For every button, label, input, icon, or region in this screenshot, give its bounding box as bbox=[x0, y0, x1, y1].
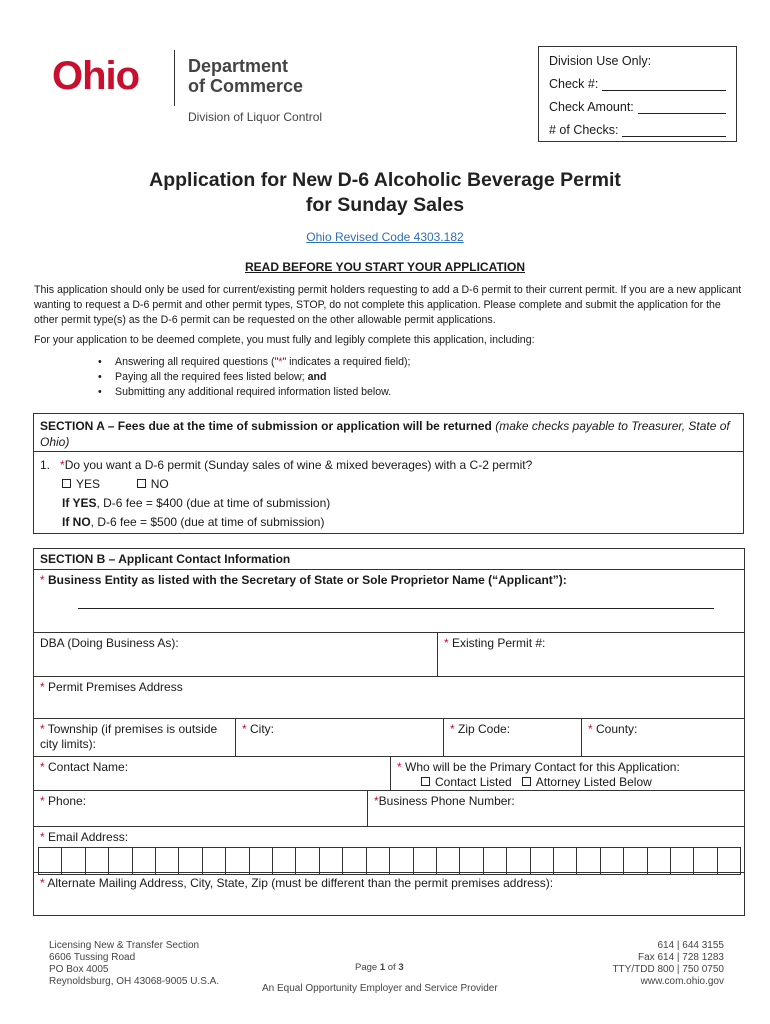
intro-complete: For your application to be deemed complete, you must fully and legibly complete this application, including: bbox=[34, 334, 535, 346]
orc-link[interactable]: Ohio Revised Code 4303.182 bbox=[306, 230, 464, 244]
logo-division: Division of Liquor Control bbox=[188, 110, 323, 124]
phone-field[interactable]: * Phone: bbox=[34, 791, 368, 827]
section-a-body bbox=[34, 452, 743, 536]
website-link[interactable]: www.com.ohio.gov bbox=[640, 976, 724, 987]
yes-no-options: YES NO bbox=[40, 475, 737, 494]
section-a-heading: SECTION A – Fees due at the time of submission or application will be returned (make checks payable to Treasurer, State of Ohio) bbox=[34, 414, 743, 452]
business-entity-field[interactable]: * Business Entity as listed with the Secretary of State or Sole Proprietor Name (“Applicant”): bbox=[34, 570, 744, 633]
county-field[interactable]: * County: bbox=[582, 719, 744, 757]
attorney-listed-checkbox[interactable] bbox=[522, 777, 531, 786]
num-checks-field[interactable] bbox=[622, 123, 726, 137]
section-b-heading: SECTION B – Applicant Contact Information bbox=[34, 549, 744, 570]
section-b bbox=[33, 548, 745, 916]
logo-dept-line1: Department bbox=[188, 56, 289, 76]
business-entity-line bbox=[78, 608, 714, 609]
division-use-box bbox=[538, 46, 737, 142]
read-before-heading: READ BEFORE YOU START YOUR APPLICATION bbox=[244, 260, 526, 274]
num-checks-row: # of Checks: bbox=[549, 114, 726, 137]
contact-listed-checkbox[interactable] bbox=[421, 777, 430, 786]
primary-contact-field: * Who will be the Primary Contact for this Application: Contact Listed Attorney Listed Below bbox=[391, 757, 744, 791]
if-yes-fee: If YES, D-6 fee = $400 (due at time of submission) bbox=[62, 496, 331, 510]
if-no-fee: If NO, D-6 fee = $500 (due at time of submission) bbox=[62, 515, 325, 529]
check-amount-field[interactable] bbox=[638, 100, 726, 114]
logo-divider bbox=[174, 50, 175, 106]
requirements-list bbox=[115, 355, 410, 400]
no-checkbox[interactable] bbox=[137, 479, 146, 488]
page-title: Application for New D-6 Alcoholic Beverage Permit for Sunday Sales bbox=[149, 169, 621, 216]
intro-paragraph: This application should only be used for current/existing permit holders requesting to add a D-6 permit to their current permit. If you are a new applicant wanting to request a D-6 permit and other permit types, STOP, do not complete this application. Please complete and submit the application for the other permit type(s) as the D-6 permit can be requested on the other allowable permit applications. bbox=[34, 284, 742, 326]
check-number-field[interactable] bbox=[602, 77, 726, 91]
zip-code-field[interactable]: * Zip Code: bbox=[444, 719, 582, 757]
email-field[interactable]: * Email Address: bbox=[34, 827, 744, 873]
ohio-commerce-logo bbox=[52, 48, 352, 128]
contact-name-field[interactable]: * Contact Name: bbox=[34, 757, 391, 791]
alternate-address-field[interactable]: * Alternate Mailing Address, City, State, Zip (must be different than the permit premises address): bbox=[40, 876, 554, 890]
logo-dept-line2: of Commerce bbox=[188, 76, 304, 96]
list-item: • Submitting any additional required information listed below. bbox=[115, 385, 410, 400]
logo-department bbox=[188, 56, 303, 96]
equal-opportunity: An Equal Opportunity Employer and Service Provider bbox=[262, 983, 498, 994]
existing-permit-field[interactable]: * Existing Permit #: bbox=[438, 633, 744, 677]
logo-ohio-wordmark: Ohio bbox=[52, 54, 140, 98]
list-item: • Paying all the required fees listed below; and bbox=[115, 370, 410, 385]
check-number-row: Check #: bbox=[549, 68, 726, 91]
footer-contact: 614 | 644 3155 Fax 614 | 728 1283 TTY/TDD 800 | 750 0750 www.com.ohio.gov bbox=[612, 940, 724, 987]
township-field[interactable]: * Township (if premises is outside city limits): bbox=[34, 719, 236, 757]
city-field[interactable]: * City: bbox=[236, 719, 444, 757]
dba-field[interactable]: DBA (Doing Business As): bbox=[34, 633, 438, 677]
footer-address: Licensing New & Transfer Section 6606 Tussing Road PO Box 4005 Reynoldsburg, OH 43068-9005 U.S.A. bbox=[49, 940, 220, 987]
check-amount-row: Check Amount: bbox=[549, 91, 726, 114]
email-character-grid[interactable] bbox=[38, 847, 741, 875]
business-phone-field[interactable]: *Business Phone Number: bbox=[368, 791, 744, 827]
page-number: Page 1 of 3 bbox=[355, 962, 404, 973]
yes-checkbox[interactable] bbox=[62, 479, 71, 488]
list-item: • Answering all required questions ("*" indicates a required field); bbox=[115, 355, 410, 370]
premises-address-field[interactable]: * Permit Premises Address bbox=[34, 677, 744, 719]
division-use-title: Division Use Only: bbox=[549, 54, 652, 68]
question-1: 1. *Do you want a D-6 permit (Sunday sales of wine & mixed beverages) with a C-2 permit? bbox=[40, 458, 533, 472]
section-a bbox=[33, 413, 744, 534]
